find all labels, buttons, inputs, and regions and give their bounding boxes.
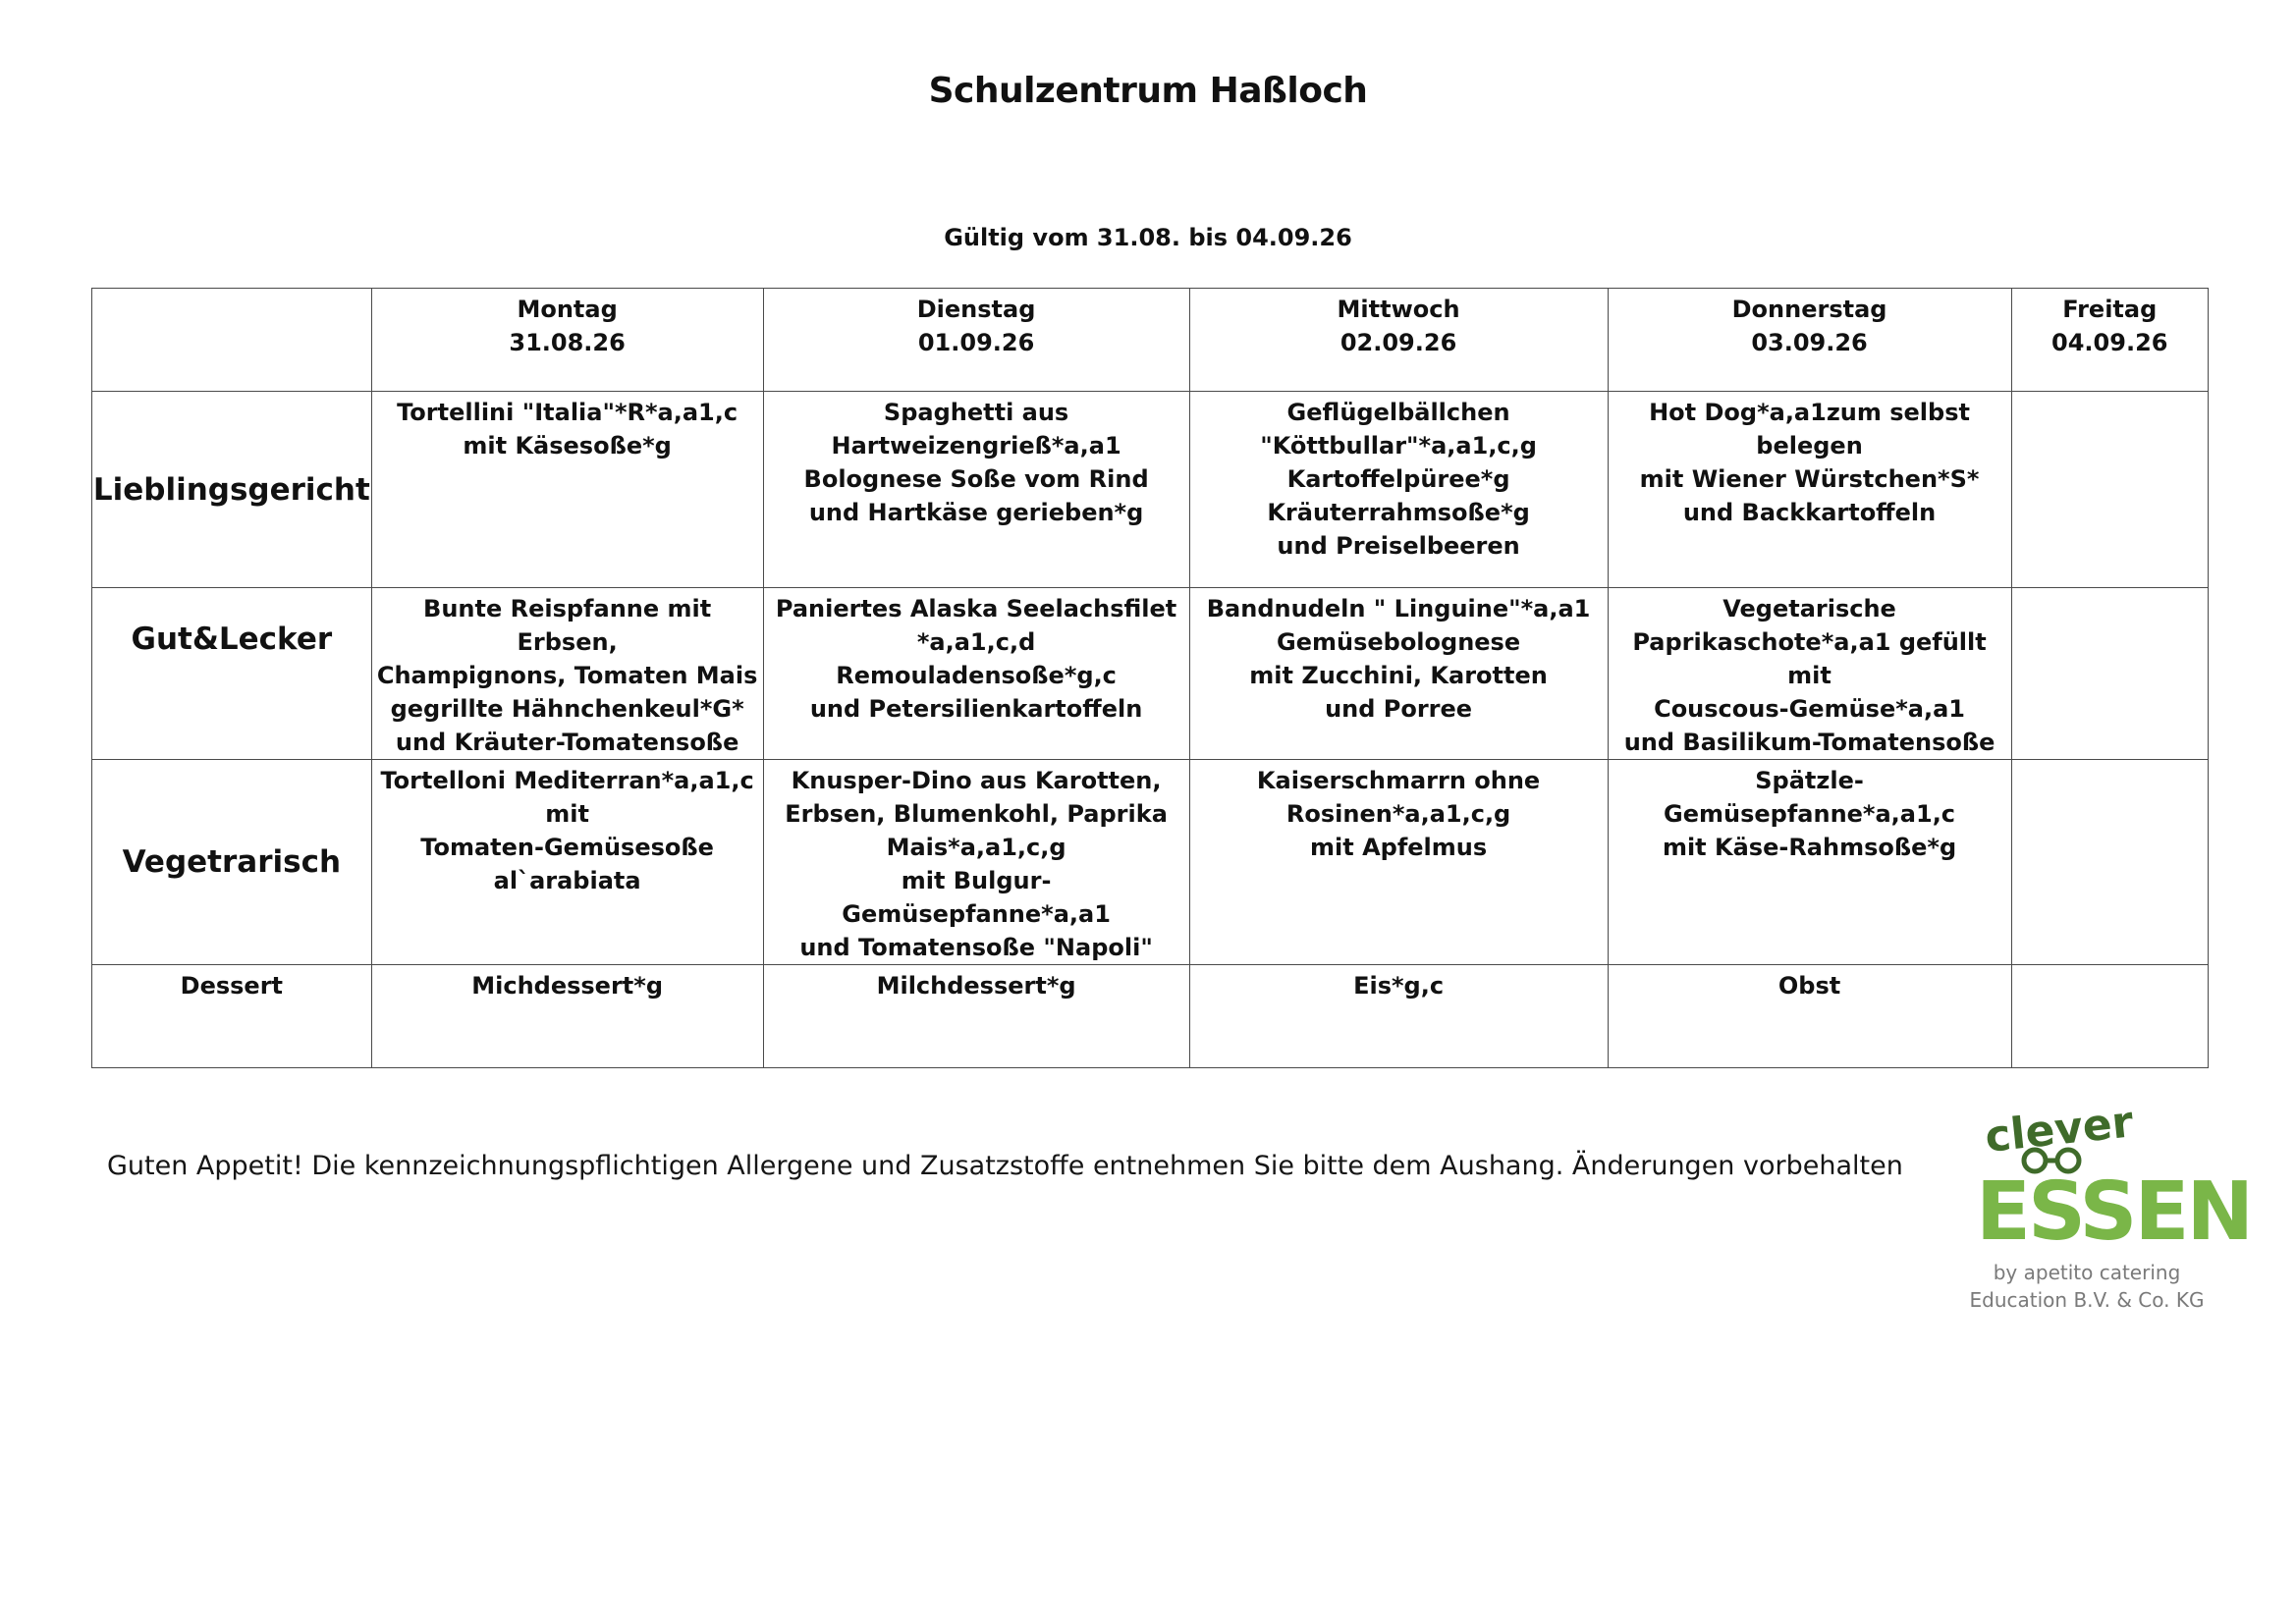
day-name: Dienstag: [916, 296, 1036, 323]
table-header-row: [92, 289, 2209, 392]
page-title: Schulzentrum Haßloch: [928, 71, 1368, 111]
day-header-friday: [2011, 289, 2208, 392]
menu-cell: Obst: [1608, 965, 2011, 1068]
table-row-vegetrarisch: [92, 760, 2209, 965]
menu-cell: Geflügelbällchen "Köttbullar"*a,a1,c,g Kartoffelpüree*g Kräuterrahmsoße*g und Preiselbeeren: [1189, 392, 1608, 588]
table-row-dessert: [92, 965, 2209, 1068]
day-name: Montag: [517, 296, 618, 323]
menu-cell: Michdessert*g: [371, 965, 763, 1068]
logo-graphic: [1974, 1097, 2252, 1262]
validity-period: Gültig vom 31.08. bis 04.09.26: [944, 224, 1352, 251]
menu-cell: Milchdessert*g: [763, 965, 1189, 1068]
menu-cell: [2011, 760, 2208, 965]
menu-cell: Knusper-Dino aus Karotten, Erbsen, Blumenkohl, Paprika Mais*a,a1,c,g mit Bulgur-Gemüsepfanne*a,a1 und Tomatensoße "Napoli": [763, 760, 1189, 965]
day-header-monday: [371, 289, 763, 392]
menu-cell: [2011, 588, 2208, 760]
day-date: 03.09.26: [1751, 329, 1868, 356]
menu-table: [91, 288, 2209, 1068]
row-label-gut-lecker: Gut&Lecker: [92, 588, 372, 760]
logo-subtitle-line1: by apetito catering: [1993, 1261, 2181, 1284]
row-label-dessert: Dessert: [92, 965, 372, 1068]
menu-cell: Spätzle-Gemüsepfanne*a,a1,c mit Käse-Rahmsoße*g: [1608, 760, 2011, 965]
menu-cell: Tortellini "Italia"*R*a,a1,c mit Käsesoße*g: [371, 392, 763, 588]
logo-subtitle: [1954, 1259, 2219, 1314]
menu-cell: Bunte Reispfanne mit Erbsen, Champignons, Tomaten Mais gegrillte Hähnchenkeul*G* und Kräuter-Tomatensoße: [371, 588, 763, 760]
menu-cell: Vegetarische Paprikaschote*a,a1 gefüllt mit Couscous-Gemüse*a,a1 und Basilikum-Tomatensoße: [1608, 588, 2011, 760]
menu-cell: Paniertes Alaska Seelachsfilet *a,a1,c,d Remouladensoße*g,c und Petersilienkartoffeln: [763, 588, 1189, 760]
day-name: Freitag: [2062, 296, 2158, 323]
day-name: Mittwoch: [1337, 296, 1460, 323]
row-label-vegetrarisch: Vegetrarisch: [92, 760, 372, 965]
day-header-tuesday: [763, 289, 1189, 392]
menu-cell: Eis*g,c: [1189, 965, 1608, 1068]
table-row-gut-lecker: [92, 588, 2209, 760]
menu-cell: Kaiserschmarrn ohne Rosinen*a,a1,c,g mit Apfelmus: [1189, 760, 1608, 965]
row-label-lieblingsgericht: Lieblingsgericht: [92, 392, 372, 588]
menu-cell: Tortelloni Mediterran*a,a1,c mit Tomaten-Gemüsesoße al`arabiata: [371, 760, 763, 965]
menu-cell: Spaghetti aus Hartweizengrieß*a,a1 Bolognese Soße vom Rind und Hartkäse gerieben*g: [763, 392, 1189, 588]
menu-cell: [2011, 965, 2208, 1068]
day-header-thursday: [1608, 289, 2011, 392]
day-name: Donnerstag: [1731, 296, 1887, 323]
footer-note: Guten Appetit! Die kennzeichnungspflichtigen Allergene und Zusatzstoffe entnehmen Sie bitte dem Aushang. Änderungen vorbehalten: [107, 1151, 1903, 1181]
menu-cell: [2011, 392, 2208, 588]
day-date: 01.09.26: [917, 329, 1035, 356]
logo-word-clever: clever: [1982, 1097, 2136, 1163]
day-header-wednesday: [1189, 289, 1608, 392]
menu-cell: Bandnudeln " Linguine"*a,a1 Gemüsebolognese mit Zucchini, Karotten und Porree: [1189, 588, 1608, 760]
table-row-lieblingsgericht: [92, 392, 2209, 588]
logo-word-essen: ESSEN: [1976, 1165, 2252, 1259]
day-date: 04.09.26: [2051, 329, 2168, 356]
logo-subtitle-line2: Education B.V. & Co. KG: [1969, 1288, 2205, 1312]
header-corner-cell: [92, 289, 372, 392]
day-date: 02.09.26: [1339, 329, 1457, 356]
menu-cell: Hot Dog*a,a1zum selbst belegen mit Wiener Würstchen*S* und Backkartoffeln: [1608, 392, 2011, 588]
day-date: 31.08.26: [509, 329, 626, 356]
